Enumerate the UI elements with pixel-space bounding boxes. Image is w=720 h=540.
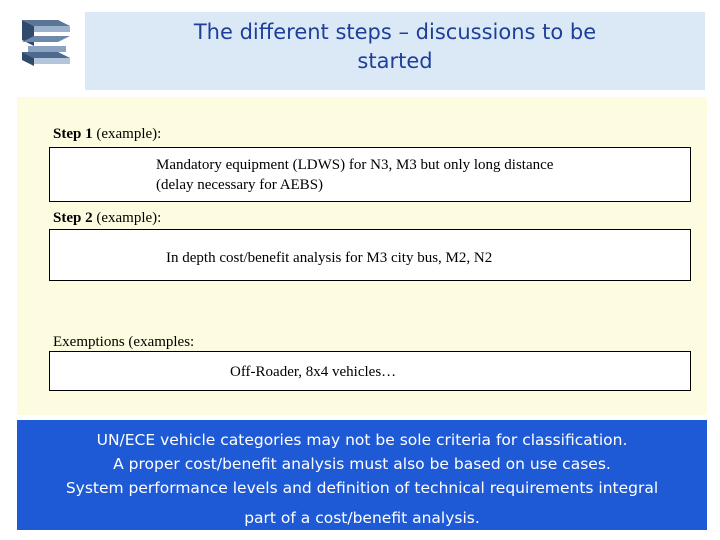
- content-area: [17, 97, 707, 415]
- note-line-3: System performance levels and definition of technical requirements integral: [65, 479, 659, 497]
- exemptions-label: Exemptions (examples:: [53, 334, 195, 350]
- note-line-2: A proper cost/benefit analysis must also be based on use cases.: [113, 455, 611, 473]
- step-2-label-rest: (example):: [92, 210, 162, 226]
- step-2-box: [49, 229, 691, 281]
- step-1-box-line-1: Mandatory equipment (LDWS) for N3, M3 but only long distance: [156, 157, 554, 173]
- step-2-label: [53, 209, 161, 227]
- logo-mark-icon: [18, 16, 74, 68]
- step-1-box: [49, 147, 691, 202]
- step-1-label: [53, 125, 161, 143]
- step-2-label-bold: Step 2: [53, 210, 93, 226]
- title-banner: [85, 12, 705, 90]
- slide-title: [85, 18, 705, 76]
- step-1-label-rest: (example):: [92, 126, 162, 142]
- exemptions-box: [49, 351, 691, 391]
- note-line-4: part of a cost/benefit analysis.: [244, 509, 480, 527]
- title-line-2: started: [357, 49, 433, 73]
- note-line-1: UN/ECE vehicle categories may not be sole criteria for classification.: [96, 431, 628, 449]
- logo: [18, 16, 74, 68]
- step-1-label-bold: Step 1: [53, 126, 93, 142]
- exemptions-box-text: Off-Roader, 8x4 vehicles…: [230, 364, 397, 380]
- step-1-box-line-2: (delay necessary for AEBS): [156, 177, 324, 193]
- step-2-box-text: In depth cost/benefit analysis for M3 city bus, M2, N2: [166, 250, 493, 266]
- note-box: [17, 420, 707, 530]
- title-line-1: The different steps – discussions to be: [193, 20, 597, 44]
